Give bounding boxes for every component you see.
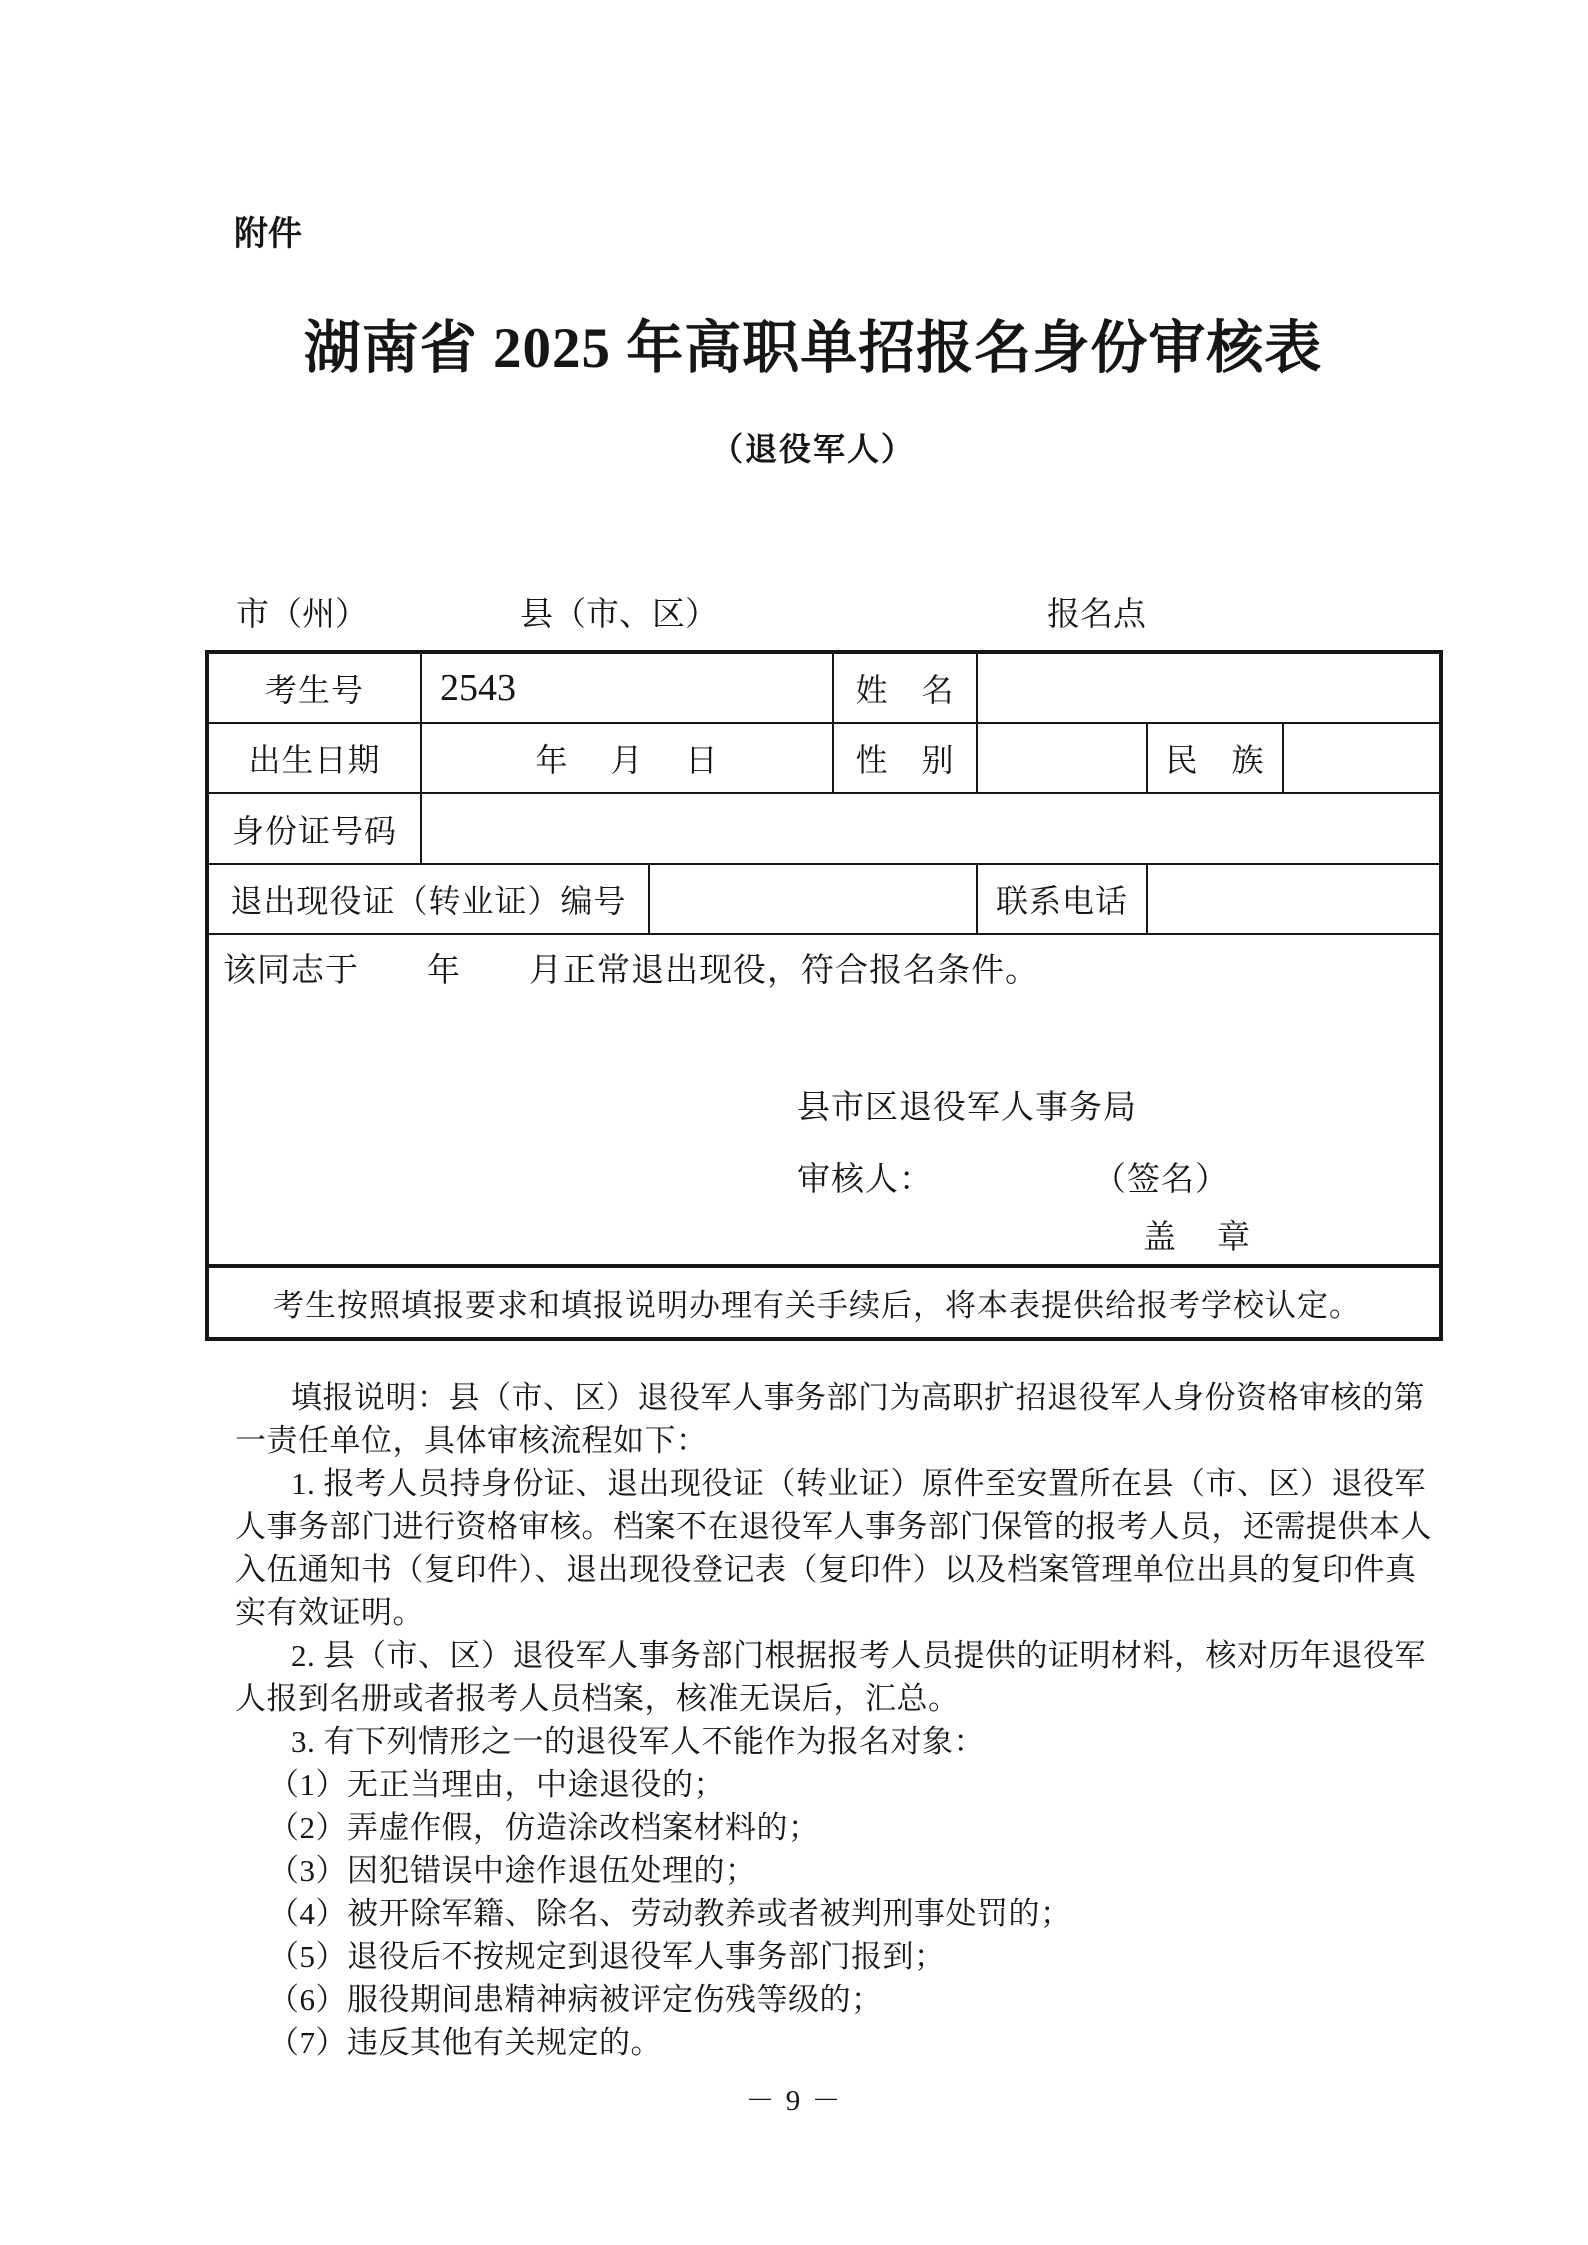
gender-label-cell: 性 别 [834, 724, 978, 794]
birth-date-value-cell: 年 月 日 [422, 724, 834, 794]
name-label-cell: 姓 名 [834, 654, 978, 724]
discharge-statement: 该同志于 年 月正常退出现役，符合报名条件。 [223, 953, 1039, 989]
instructions-line: （2）弄虚作假，仿造涂改档案材料的； [268, 1810, 820, 1845]
page-subtitle: （退役军人） [710, 431, 915, 467]
ethnicity-label-cell: 民 族 [1148, 724, 1284, 794]
seal-label: 盖 章 [1143, 1220, 1254, 1256]
id-number-label-cell: 身份证号码 [209, 794, 422, 865]
instructions-line: 3. 有下列情形之一的退役军人不能作为报名对象： [291, 1724, 985, 1759]
registration-site-label: 报名点 [1047, 597, 1146, 633]
form-note-cell: 考生按照填报要求和填报说明办理有关手续后，将本表提供给报考学校认定。 [273, 1288, 1361, 1323]
county-district-label: 县（市、区） [520, 597, 718, 633]
instructions-line: 人报到名册或者报考人员档案，核准无误后，汇总。 [235, 1681, 960, 1716]
instructions-line: 1. 报考人员持身份证、退出现役证（转业证）原件至安置所在县（市、区）退役军 [291, 1466, 1426, 1501]
id-number-value-cell [422, 794, 1439, 865]
name-value-cell [978, 654, 1439, 724]
instructions-line: （6）服役期间患精神病被评定伤残等级的； [268, 1982, 883, 2017]
instructions-line: （4）被开除军籍、除名、劳动教养或者被判刑事处罚的； [268, 1896, 1072, 1931]
instructions-line: （1）无正当理由，中途退役的； [268, 1767, 725, 1802]
instructions-line: 填报说明：县（市、区）退役军人事务部门为高职扩招退役军人身份资格审核的第 [291, 1380, 1425, 1415]
filling-instructions-block [235, 1376, 1432, 2064]
ethnicity-value-cell [1284, 724, 1439, 794]
discharge-cert-value-cell [650, 865, 978, 935]
location-line [0, 594, 1588, 636]
instructions-line: （3）因犯错误中途作退伍处理的； [268, 1853, 757, 1888]
birth-date-label-cell: 出生日期 [209, 724, 422, 794]
instructions-line: （5）退役后不按规定到退役军人事务部门报到； [268, 1939, 946, 1974]
instructions-line: 入伍通知书（复印件）、退出现役登记表（复印件）以及档案管理单位出具的复印件真 [235, 1552, 1417, 1587]
veteran-affairs-bureau-label: 县市区退役军人事务局 [797, 1090, 1137, 1126]
exam-id-value-cell: 2543 [422, 654, 834, 724]
review-statement-cell [209, 935, 1439, 1268]
instructions-line: （7）违反其他有关规定的。 [268, 2025, 662, 2060]
page-number: － 9 － [745, 2085, 843, 2117]
reviewer-label: 审核人： [797, 1162, 933, 1198]
instructions-line: 实有效证明。 [235, 1595, 424, 1630]
phone-label-cell: 联系电话 [978, 865, 1148, 935]
instructions-line: 2. 县（市、区）退役军人事务部门根据报考人员提供的证明材料，核对历年退役军 [291, 1638, 1426, 1673]
signature-label: （签名） [1093, 1162, 1229, 1198]
gender-value-cell [978, 724, 1148, 794]
city-prefecture-label: 市（州） [236, 597, 368, 633]
instructions-line: 人事务部门进行资格审核。档案不在退役军人事务部门保管的报考人员，还需提供本人 [235, 1509, 1432, 1544]
attachment-label: 附件 [234, 215, 302, 253]
discharge-cert-label-cell: 退出现役证（转业证）编号 [209, 865, 650, 935]
instructions-line: 一责任单位，具体审核流程如下： [235, 1423, 708, 1458]
identity-review-form-table [205, 650, 1443, 1341]
phone-value-cell [1148, 865, 1439, 935]
exam-id-label-cell: 考生号 [209, 654, 422, 724]
page-title: 湖南省 2025 年高职单招报名身份审核表 [303, 317, 1323, 380]
